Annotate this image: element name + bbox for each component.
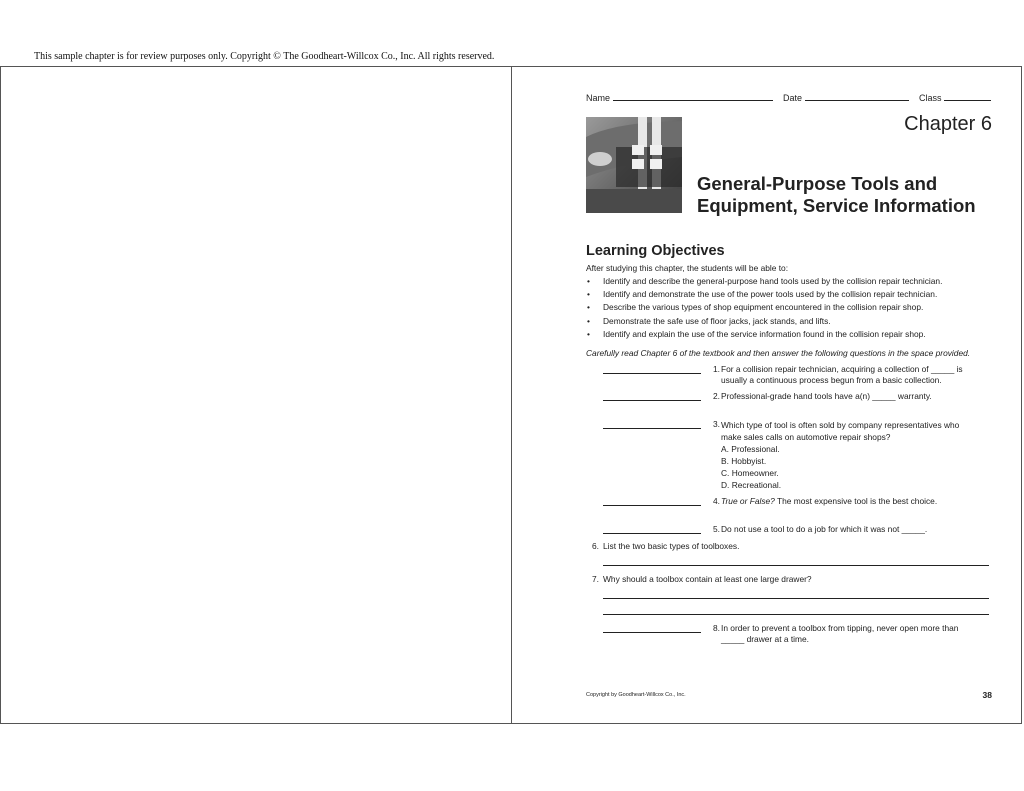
question-4: 4. True or False? The most expensive tool is the best choice. [586,496,992,508]
learning-objectives-heading: Learning Objectives [586,243,725,259]
answer-blank[interactable] [603,505,701,506]
question-7: 7. Why should a toolbox contain at least one large drawer? [586,574,992,616]
answer-line[interactable] [603,598,989,599]
question-3: 3. Which type of tool is often sold by company representatives who make sales calls on automotive repair shops? A. Professional. B. Hobbyist. C. Homeowner. D. Recreational. [586,419,992,491]
name-field[interactable]: Name [586,91,773,103]
learning-objectives-intro: After studying this chapter, the students will be able to: [586,263,789,273]
question-2: 2. Professional-grade hand tools have a(n) _____ warranty. [586,391,992,403]
list-item: • Identify and describe the general-purpose hand tools used by the collision repair technician. [586,275,942,288]
option-d: D. Recreational. [721,480,782,490]
answer-line[interactable] [603,565,989,566]
answer-blank[interactable] [603,533,701,534]
date-field[interactable]: Date [783,91,909,103]
option-b: B. Hobbyist. [721,456,767,466]
answer-line[interactable] [603,614,989,615]
list-item: • Identify and demonstrate the use of the power tools used by the collision repair technician. [586,288,942,301]
instructions: Carefully read Chapter 6 of the textbook and then answer the following questions in the space provided. [586,348,971,358]
page-gutter [511,66,512,724]
name-line[interactable] [613,91,773,101]
list-item: • Describe the various types of shop equipment encountered in the collision repair shop. [586,301,942,314]
review-copyright-banner: This sample chapter is for review purposes only. Copyright © The Goodheart-Willcox Co., Inc. All rights reserved. [34,51,495,62]
page-number: 38 [982,690,992,700]
answer-blank[interactable] [603,428,701,429]
list-item: • Identify and explain the use of the service information found in the collision repair shop. [586,328,942,341]
option-a: A. Professional. [721,444,780,454]
question-5: 5. Do not use a tool to do a job for which it was not _____. [586,524,992,536]
learning-objectives-list [586,275,942,341]
answer-blank[interactable] [603,632,701,633]
option-c: C. Homeowner. [721,468,779,478]
question-1: 1. For a collision repair technician, acquiring a collection of _____ is usually a continuous process begun from a basic collection. [586,364,992,388]
class-field[interactable]: Class [919,91,991,103]
list-item: • Demonstrate the safe use of floor jacks, jack stands, and lifts. [586,315,942,328]
answer-blank[interactable] [603,373,701,374]
answer-blank[interactable] [603,400,701,401]
workbook-page [586,66,992,724]
footer-copyright: Copyright by Goodheart-Willcox Co., Inc. [586,692,686,698]
car-hood-photo [586,117,682,213]
question-8: 8. In order to prevent a toolbox from tipping, never open more than _____ drawer at a time. [586,623,992,647]
chapter-title: General-Purpose Tools and Equipment, Service Information [697,173,976,216]
date-line[interactable] [805,91,909,101]
question-6: 6. List the two basic types of toolboxes. [586,541,992,567]
chapter-number: Chapter 6 [904,113,992,135]
class-line[interactable] [944,91,991,101]
